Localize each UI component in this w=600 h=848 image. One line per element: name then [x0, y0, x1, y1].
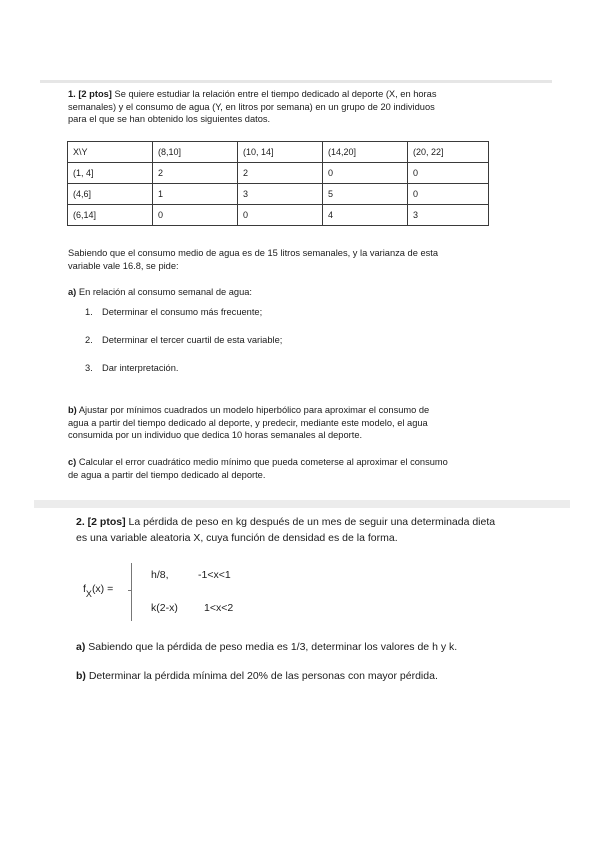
list-item: 3. Dar interpretación.	[85, 363, 179, 373]
table-cell: 1	[153, 184, 238, 205]
q1-given-line-2: variable vale 16.8, se pide:	[68, 260, 179, 271]
table-cell: 5	[323, 184, 408, 205]
table-cell: (8,10]	[153, 142, 238, 163]
table-cell: (10, 14]	[238, 142, 323, 163]
table-cell: (20, 22]	[408, 142, 489, 163]
q1-number: 1. [2 ptos]	[68, 89, 112, 99]
table-cell: X\Y	[68, 142, 153, 163]
table-cell: 2	[153, 163, 238, 184]
q1-given-line-1: Sabiendo que el consumo medio de agua es de 15 litros semanales, y la varianza de esta	[68, 248, 439, 258]
density-function-label: $f_X(x)$ =	[83, 583, 114, 599]
q1-part-c: c) Calcular el error cuadrático medio mínimo que pueda cometerse al aproximar el consumo de agua a partir del tiempo dedicado al deporte.	[68, 457, 448, 480]
section-divider	[34, 500, 570, 508]
table-row	[68, 184, 489, 205]
q1-given	[68, 247, 488, 272]
table-cell: 3	[408, 205, 489, 226]
q1-intro-line-1: Se quiere estudiar la relación entre el tiempo dedicado al deporte (X, en horas	[114, 89, 437, 99]
piecewise-brace	[131, 563, 138, 621]
q1-a-list	[70, 306, 282, 390]
list-item: 2. Determinar el tercer cuartil de esta variable;	[85, 335, 283, 345]
q1-b-label: b)	[68, 405, 77, 415]
list-item: 1. Determinar el consumo más frecuente;	[85, 307, 263, 317]
table-cell: 0	[238, 205, 323, 226]
table-cell: 3	[238, 184, 323, 205]
q1-intro	[68, 88, 488, 126]
top-divider	[40, 80, 552, 83]
frequency-table	[67, 141, 489, 226]
table-row	[68, 205, 489, 226]
table-header-row	[68, 142, 489, 163]
q1-part-a	[68, 286, 488, 299]
q2-part-b: b) Determinar la pérdida mínima del 20% de las personas con mayor pérdida.	[76, 670, 438, 682]
q1-a-label: a)	[68, 287, 77, 297]
table-cell: (14,20]	[323, 142, 408, 163]
table-cell: (4,6]	[68, 184, 153, 205]
table-cell: 0	[323, 163, 408, 184]
q1-intro-line-2: semanales) y el consumo de agua (Y, en litros por semana) en un grupo de 20 individuos	[68, 101, 435, 112]
table-cell: 2	[238, 163, 323, 184]
table-cell: (6,14]	[68, 205, 153, 226]
table-cell: 4	[323, 205, 408, 226]
table-cell: (1, 4]	[68, 163, 153, 184]
table-cell: 0	[408, 184, 489, 205]
q2-intro: 2. [2 ptos] La pérdida de peso en kg después de un mes de seguir una determinada dieta es una variable aleatoria X, cuya función de densidad es de la forma.	[76, 516, 496, 544]
piecewise-brace-tip	[128, 590, 132, 591]
q2-part-a: a) Sabiendo que la pérdida de peso media es 1/3, determinar los valores de h y k.	[76, 641, 458, 653]
table-cell: 0	[408, 163, 489, 184]
table-cell: 0	[153, 205, 238, 226]
q1-a-text: En relación al consumo semanal de agua:	[78, 287, 253, 297]
q2-number: 2. [2 ptos]	[76, 516, 126, 528]
piecewise-case-1: h/8, -1<x<1	[151, 569, 231, 581]
table-row	[68, 163, 489, 184]
q1-intro-line-3: para el que se han obtenido los siguientes datos.	[68, 114, 271, 125]
q1-part-b: b) Ajustar por mínimos cuadrados un modelo hiperbólico para aproximar el consumo de agua a partir del tiempo dedicado al deporte, y predecir, mediante este modelo, el agua consumida por un individuo que dedica 10 horas semanales al deporte.	[68, 405, 430, 441]
piecewise-case-2: k(2-x) 1<x<2	[151, 602, 234, 614]
q1-c-label: c)	[68, 457, 77, 467]
